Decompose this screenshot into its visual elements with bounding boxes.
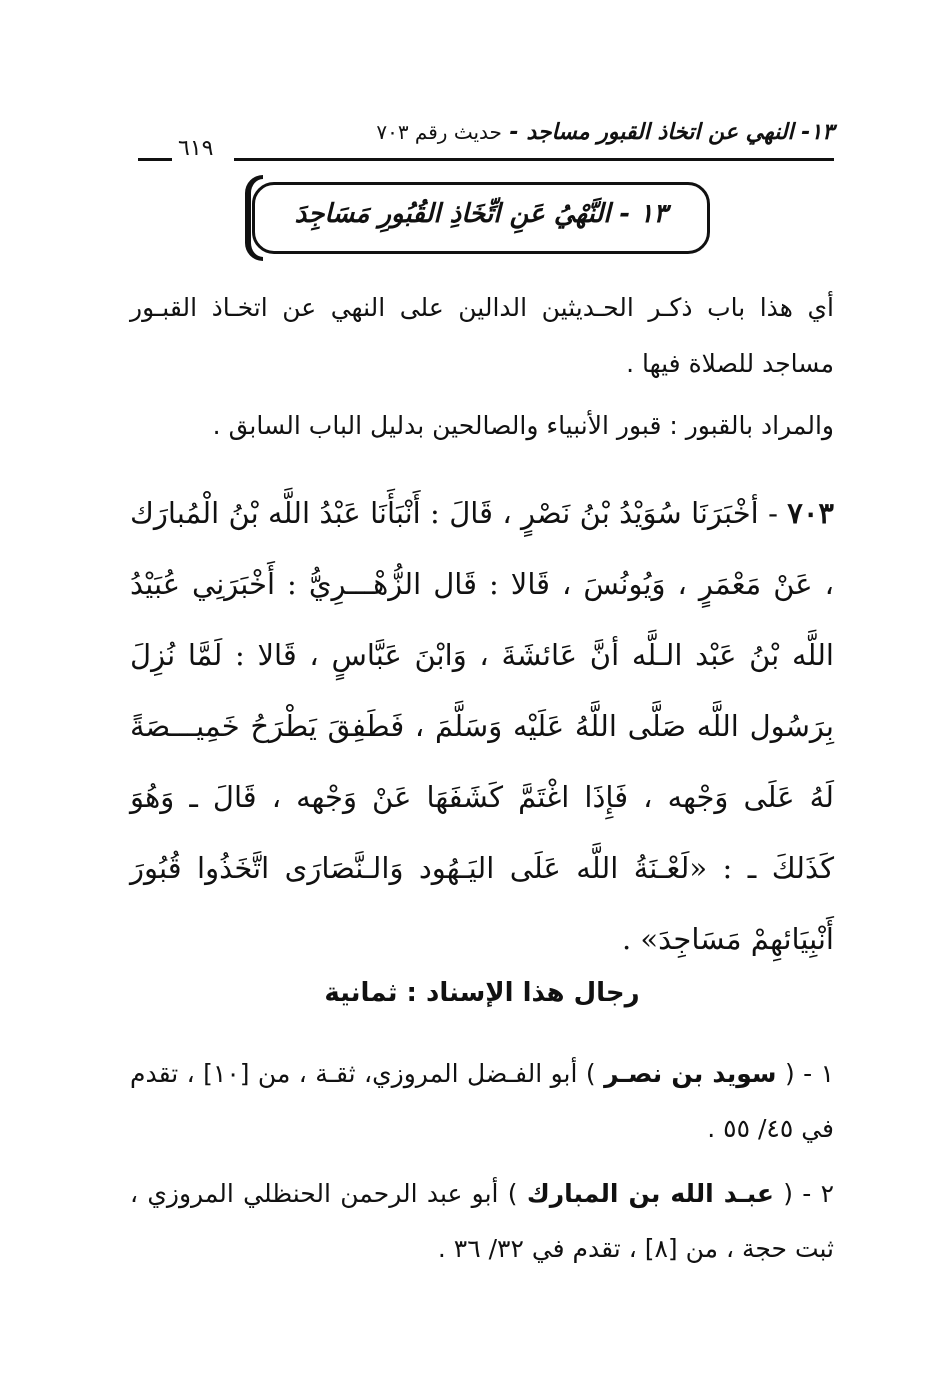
hadith-dash: - <box>758 496 788 530</box>
narrator-index: ٢ - ( <box>783 1179 835 1208</box>
explanation-paragraph: أي هذا باب ذكـر الحـديثين الدالين على النهي عن اتخـاذ القبـور مساجد للصلاة فيها . <box>130 293 834 378</box>
narrator-name: عبـد الله بن المبارك <box>526 1179 774 1208</box>
narrator-details: ) أبو عبد الرحمن الحنظلي المروزي ، ثبت حجة ، من [٨] ، تقدم في ٣٢/ ٣٦ . <box>130 1179 834 1263</box>
chapter-number: ١٣ <box>639 199 668 229</box>
hadith-reference: حديث رقم ٧٠٣ <box>376 120 502 144</box>
running-header <box>138 118 834 162</box>
narrator-details: ) أبو الفـضل المروزي، ثقـة ، من [١٠] ، تقدم في ٤٥/ ٥٥ . <box>130 1059 834 1143</box>
narrator-entry <box>130 1166 834 1276</box>
hadith-body: أخْبَرَنَا سُوَيْدُ بْنُ نَصْرٍ ، قَالَ : أَنْبَأَنَا عَبْدُ اللَّه بْنُ الْمُبارَك ، عَنْ مَعْمَرٍ ، وَيُونُسَ ، قَالا : قَال الزُّهْـــرِيُّ : أَخْبَرَنِي عُبَيْدُ اللَّه بْنُ عَبْد الـلَّه أنَّ عَائشَةَ ، وَابْنَ عَبَّاسٍ ، قَالا : لَمَّا نُزِلَ بِرَسُول اللَّه صَلَّى اللَّهُ عَلَيْه وَسَلَّمَ ، فَطَفِقَ يَطْرَحُ خَمِيـــصَةً لَهُ عَلَى وَجْهه ، فَإِذَا اغْتَمَّ كَشَفَهَا عَنْ وَجْهه ، قَالَ ـ وَهُوَ كَذَلكَ ـ : «لَعْـنَةُ اللَّه عَلَى اليَـهُود وَالـنَّصَارَى اتَّخَذُوا قُبُورَ أَنْبِيَائهِمْ مَسَاجِدَ» . <box>130 496 834 956</box>
chapter-title-box <box>252 182 710 254</box>
explanation-paragraph: والمراد بالقبور : قبور الأنبياء والصالحين بدليل الباب السابق . <box>212 411 834 440</box>
narrator-index: ١ - ( <box>784 1059 835 1088</box>
chapter-name: النَّهْيُ عَنِ اتِّخَاذِ القُبُورِ مَسَاجِدَ <box>294 199 611 229</box>
title-separator: - <box>501 120 527 145</box>
header-rule <box>234 158 834 161</box>
narrator-entry <box>130 1046 834 1156</box>
chapter-explanation <box>130 280 834 454</box>
chapter-dash: - <box>610 199 640 229</box>
hadith-number: ٧٠٣ <box>787 496 834 530</box>
hadith-text <box>130 478 834 975</box>
page-number-rule <box>138 158 172 161</box>
chapter-running-title: ١٣- النهي عن اتخاذ القبور مساجد <box>526 120 834 145</box>
chapter-title <box>255 199 707 229</box>
running-title <box>376 120 834 145</box>
page-number: ٦١٩ <box>178 136 214 161</box>
narrator-name: سويد بن نصـر <box>604 1059 777 1088</box>
narrators-heading: رجال هذا الإسناد : ثمانية <box>324 978 640 1008</box>
